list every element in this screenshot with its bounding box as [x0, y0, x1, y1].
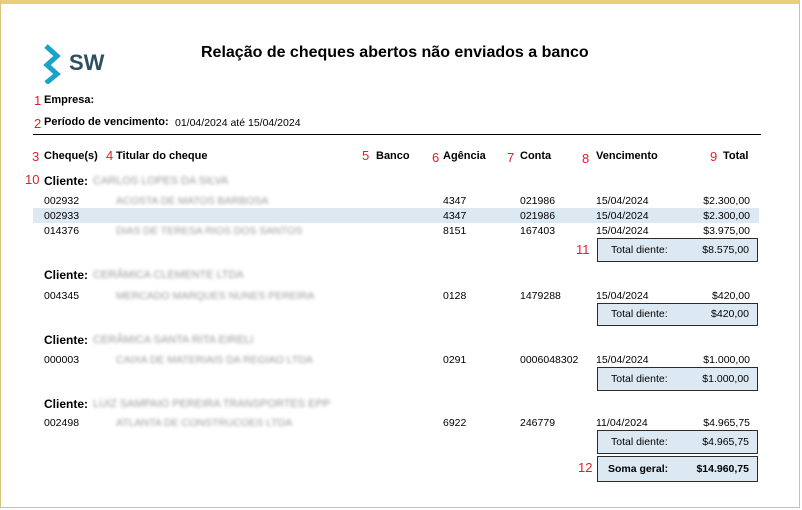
- marker-8: 8: [582, 151, 590, 166]
- subtotal-label: Total diente:: [611, 436, 668, 448]
- agencia-value: 8151: [443, 225, 467, 237]
- subtotal-value: $8.575,00: [702, 244, 749, 256]
- client-subtotal: [597, 430, 758, 454]
- vencimento-value: 15/04/2024: [596, 290, 649, 302]
- vencimento-value: 15/04/2024: [596, 354, 649, 366]
- cheque-number: 000003: [44, 354, 80, 366]
- col-agencia: Agência: [443, 150, 486, 162]
- client-subtotal: [597, 303, 758, 326]
- total-value: $1.000,00: [703, 354, 750, 366]
- agencia-value: 4347: [443, 195, 467, 207]
- titular-name: MERCADO MARQUES NUNES PEREIRA: [116, 290, 315, 302]
- col-banco: Banco: [376, 150, 410, 162]
- subtotal-value: $420,00: [711, 308, 749, 320]
- agencia-value: 0128: [443, 290, 467, 302]
- cheque-number: 002932: [44, 195, 80, 207]
- client-name: CERÂMICA CLEMENTE LTDA: [93, 269, 244, 281]
- subtotal-label: Total diente:: [611, 244, 668, 256]
- conta-value: 167403: [520, 225, 556, 237]
- client-subtotal: [597, 238, 758, 262]
- cheque-number: 014376: [44, 225, 80, 237]
- conta-value: 021986: [520, 210, 556, 222]
- marker-10: 10: [25, 172, 40, 187]
- cliente-label: Cliente:: [44, 397, 89, 411]
- conta-value: 021986: [520, 195, 556, 207]
- col-cheque: Cheque(s): [44, 150, 98, 162]
- conta-value: 246779: [520, 417, 556, 429]
- agencia-value: 6922: [443, 417, 467, 429]
- titular-name: ATLANTA DE CONSTRUCOES LTDA: [116, 417, 293, 429]
- grand-total-box: [597, 456, 758, 482]
- header-divider: [33, 134, 761, 135]
- total-value: $3.975,00: [703, 225, 750, 237]
- cliente-label: Cliente:: [44, 333, 89, 347]
- selected-row-highlight: [33, 208, 759, 223]
- cliente-label: Cliente:: [44, 268, 89, 282]
- cheque-number: 004345: [44, 290, 80, 302]
- total-value: $420,00: [712, 290, 750, 302]
- total-value: $2.300,00: [703, 195, 750, 207]
- marker-1: 1: [34, 93, 42, 108]
- empresa-label: Empresa:: [44, 94, 95, 106]
- agencia-value: 0291: [443, 354, 467, 366]
- titular-name: DIAS DE TERESA RIOS DOS SANTOS: [116, 225, 303, 237]
- client-name: LUIZ SAMPAIO PEREIRA TRANSPORTES EPP: [93, 398, 331, 410]
- logo-text: SW: [69, 50, 105, 75]
- titular-name: ACOSTA DE MATOS BARBOSA: [116, 195, 269, 207]
- vencimento-value: 15/04/2024: [596, 195, 649, 207]
- marker-2: 2: [34, 116, 42, 131]
- grand-total-value: $14.960,75: [696, 463, 749, 475]
- vencimento-value: 11/04/2024: [596, 417, 648, 429]
- periodo-value: 01/04/2024 até 15/04/2024: [175, 117, 301, 129]
- agencia-value: 4347: [443, 210, 467, 222]
- marker-4: 4: [106, 148, 114, 163]
- col-titular: Titular do cheque: [116, 150, 208, 162]
- client-name: CARLOS LOPES DA SILVA: [93, 175, 229, 187]
- subtotal-label: Total diente:: [611, 308, 668, 320]
- marker-5: 5: [362, 148, 370, 163]
- cheque-number: 002498: [44, 417, 80, 429]
- client-subtotal: [597, 367, 758, 391]
- client-name: CERÂMICA SANTA RITA EIRELI: [93, 334, 254, 346]
- marker-12: 12: [578, 460, 593, 475]
- col-vencimento: Vencimento: [596, 150, 658, 162]
- cheque-number: 002933: [44, 210, 80, 222]
- col-conta: Conta: [520, 150, 552, 162]
- col-total: Total: [723, 150, 749, 162]
- marker-6: 6: [432, 150, 440, 165]
- marker-11: 11: [576, 242, 590, 257]
- subtotal-value: $4.965,75: [702, 436, 749, 448]
- conta-value: 1479288: [520, 290, 561, 302]
- vencimento-value: 15/04/2024: [596, 210, 649, 222]
- marker-9: 9: [710, 149, 718, 164]
- total-value: $4.965,75: [703, 417, 750, 429]
- marker-3: 3: [32, 149, 40, 164]
- conta-value: 0006048302: [520, 354, 579, 366]
- subtotal-label: Total diente:: [611, 373, 668, 385]
- report-title: Relação de cheques abertos não enviados a banco: [201, 44, 589, 61]
- subtotal-value: $1.000,00: [702, 373, 749, 385]
- cliente-label: Cliente:: [44, 174, 89, 188]
- vencimento-value: 15/04/2024: [596, 225, 649, 237]
- marker-7: 7: [507, 150, 515, 165]
- grand-total-label: Soma geral:: [608, 463, 669, 475]
- titular-name: CAIXA DE MATERIAIS DA REGIAO LTDA: [116, 354, 313, 366]
- periodo-label: Período de vencimento:: [44, 116, 169, 128]
- total-value: $2.300,00: [703, 210, 750, 222]
